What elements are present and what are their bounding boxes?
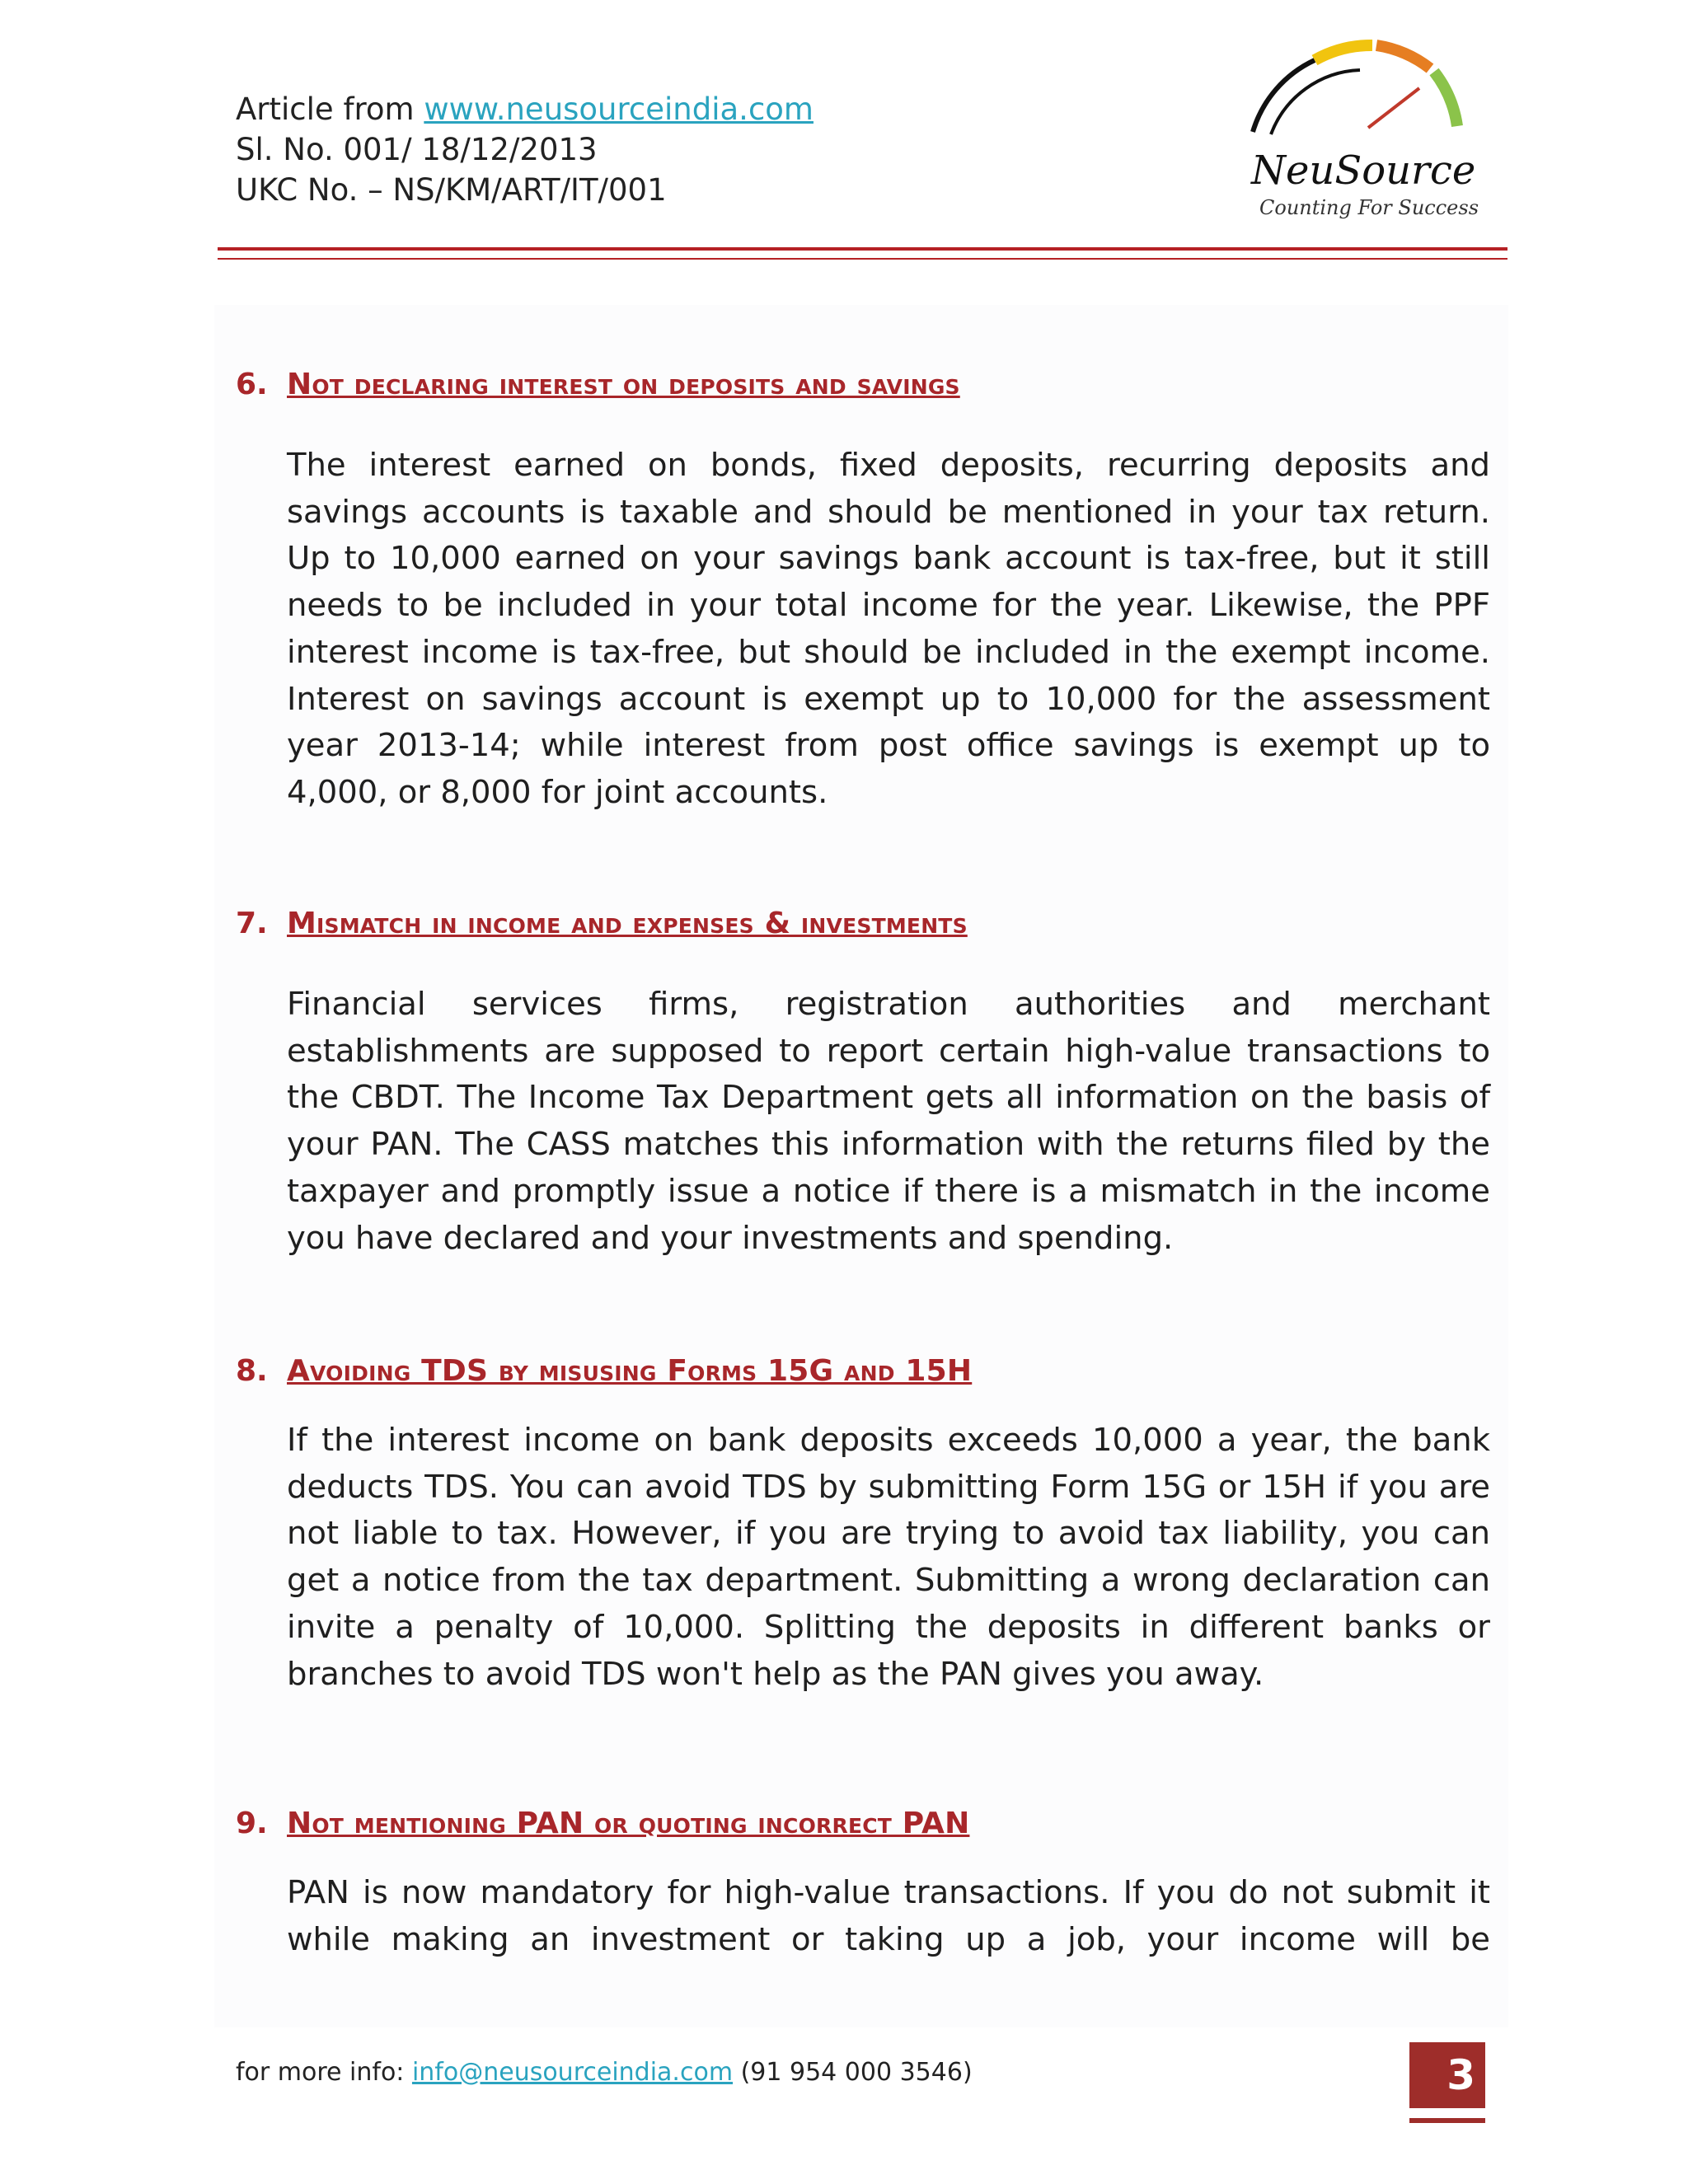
section-heading: 7. Mismatch in income and expenses & investments — [236, 907, 968, 940]
logo-tagline: Counting For Success — [1259, 196, 1479, 219]
section-6 — [236, 368, 1489, 817]
section-body: PAN is now mandatory for high-value transactions. If you do not submit it while making an investment or taking up a job, your income will be — [287, 1874, 1490, 1958]
logo-needle — [1368, 88, 1419, 128]
header-line-source: Article from www.neusourceindia.com — [236, 91, 814, 127]
section-heading: 6. Not declaring interest on deposits and savings — [236, 368, 960, 401]
footer-contact: for more info: info@neusourceindia.com (91 954 000 3546) — [236, 2058, 973, 2087]
logo-arc-green — [1434, 72, 1457, 126]
section-body: Financial services firms, registration authorities and merchant establishments are supposed to report certain high-value transactions to the CBDT. The Income Tax Department gets all information on the basis of your PAN. The CASS matches this information with the returns filed by the taxpayer and promptly issue a notice if there is a mismatch in the income you have declared and your investments and spending. — [287, 986, 1490, 1257]
header-rule-thick — [218, 247, 1507, 251]
section-8 — [236, 1354, 1489, 1698]
section-9 — [236, 1807, 1489, 1963]
header-rule-thin — [218, 258, 1507, 260]
section-body: If the interest income on bank deposits exceeds 10,000 a year, the bank deducts TDS. You can avoid TDS by submitting Form 15G or 15H if you are not liable to tax. However, if you are trying to avoid tax liability, you can get a notice from the tax department. Submitting a wrong declaration can invite a penalty of 10,000. Splitting the deposits in different banks or branches to avoid TDS won't help as the PAN gives you away. — [287, 1422, 1490, 1693]
website-link[interactable]: www.neusourceindia.com — [424, 91, 814, 127]
page-number: 3 — [1409, 2042, 1485, 2108]
logo-arc-orange — [1376, 45, 1430, 68]
article-header — [236, 89, 814, 210]
section-heading: 8. Avoiding TDS by misusing Forms 15G and 15H — [236, 1354, 973, 1388]
email-link[interactable]: info@neusourceindia.com — [411, 2058, 734, 2087]
page-number-underline — [1409, 2118, 1485, 2123]
header-ukc-number: UKC No. – NS/KM/ART/IT/001 — [236, 172, 667, 208]
header-serial-number: Sl. No. 001/ 18/12/2013 — [236, 132, 598, 167]
logo-wordmark: NeuSource — [1251, 148, 1476, 194]
neusource-logo — [1236, 37, 1484, 235]
logo-arc-black — [1253, 60, 1315, 132]
section-body: The interest earned on bonds, fixed deposits, recurring deposits and savings accounts is taxable and should be mentioned in your tax return. Up to 10,000 earned on your savings bank account is tax-free, but it still needs to be included in your total income for the year. Likewise, the PPF interest income is tax-free, but should be included in the exempt income. Interest on savings account is exempt up to 10,000 for the assessment year 2013-14; while interest from post office savings is exempt up to 4,000, or 8,000 for joint accounts. — [287, 447, 1490, 811]
section-7 — [236, 907, 1489, 1262]
section-heading: 9. Not mentioning PAN or quoting incorrect PAN — [236, 1807, 970, 1840]
logo-arc-yellow — [1315, 45, 1372, 60]
